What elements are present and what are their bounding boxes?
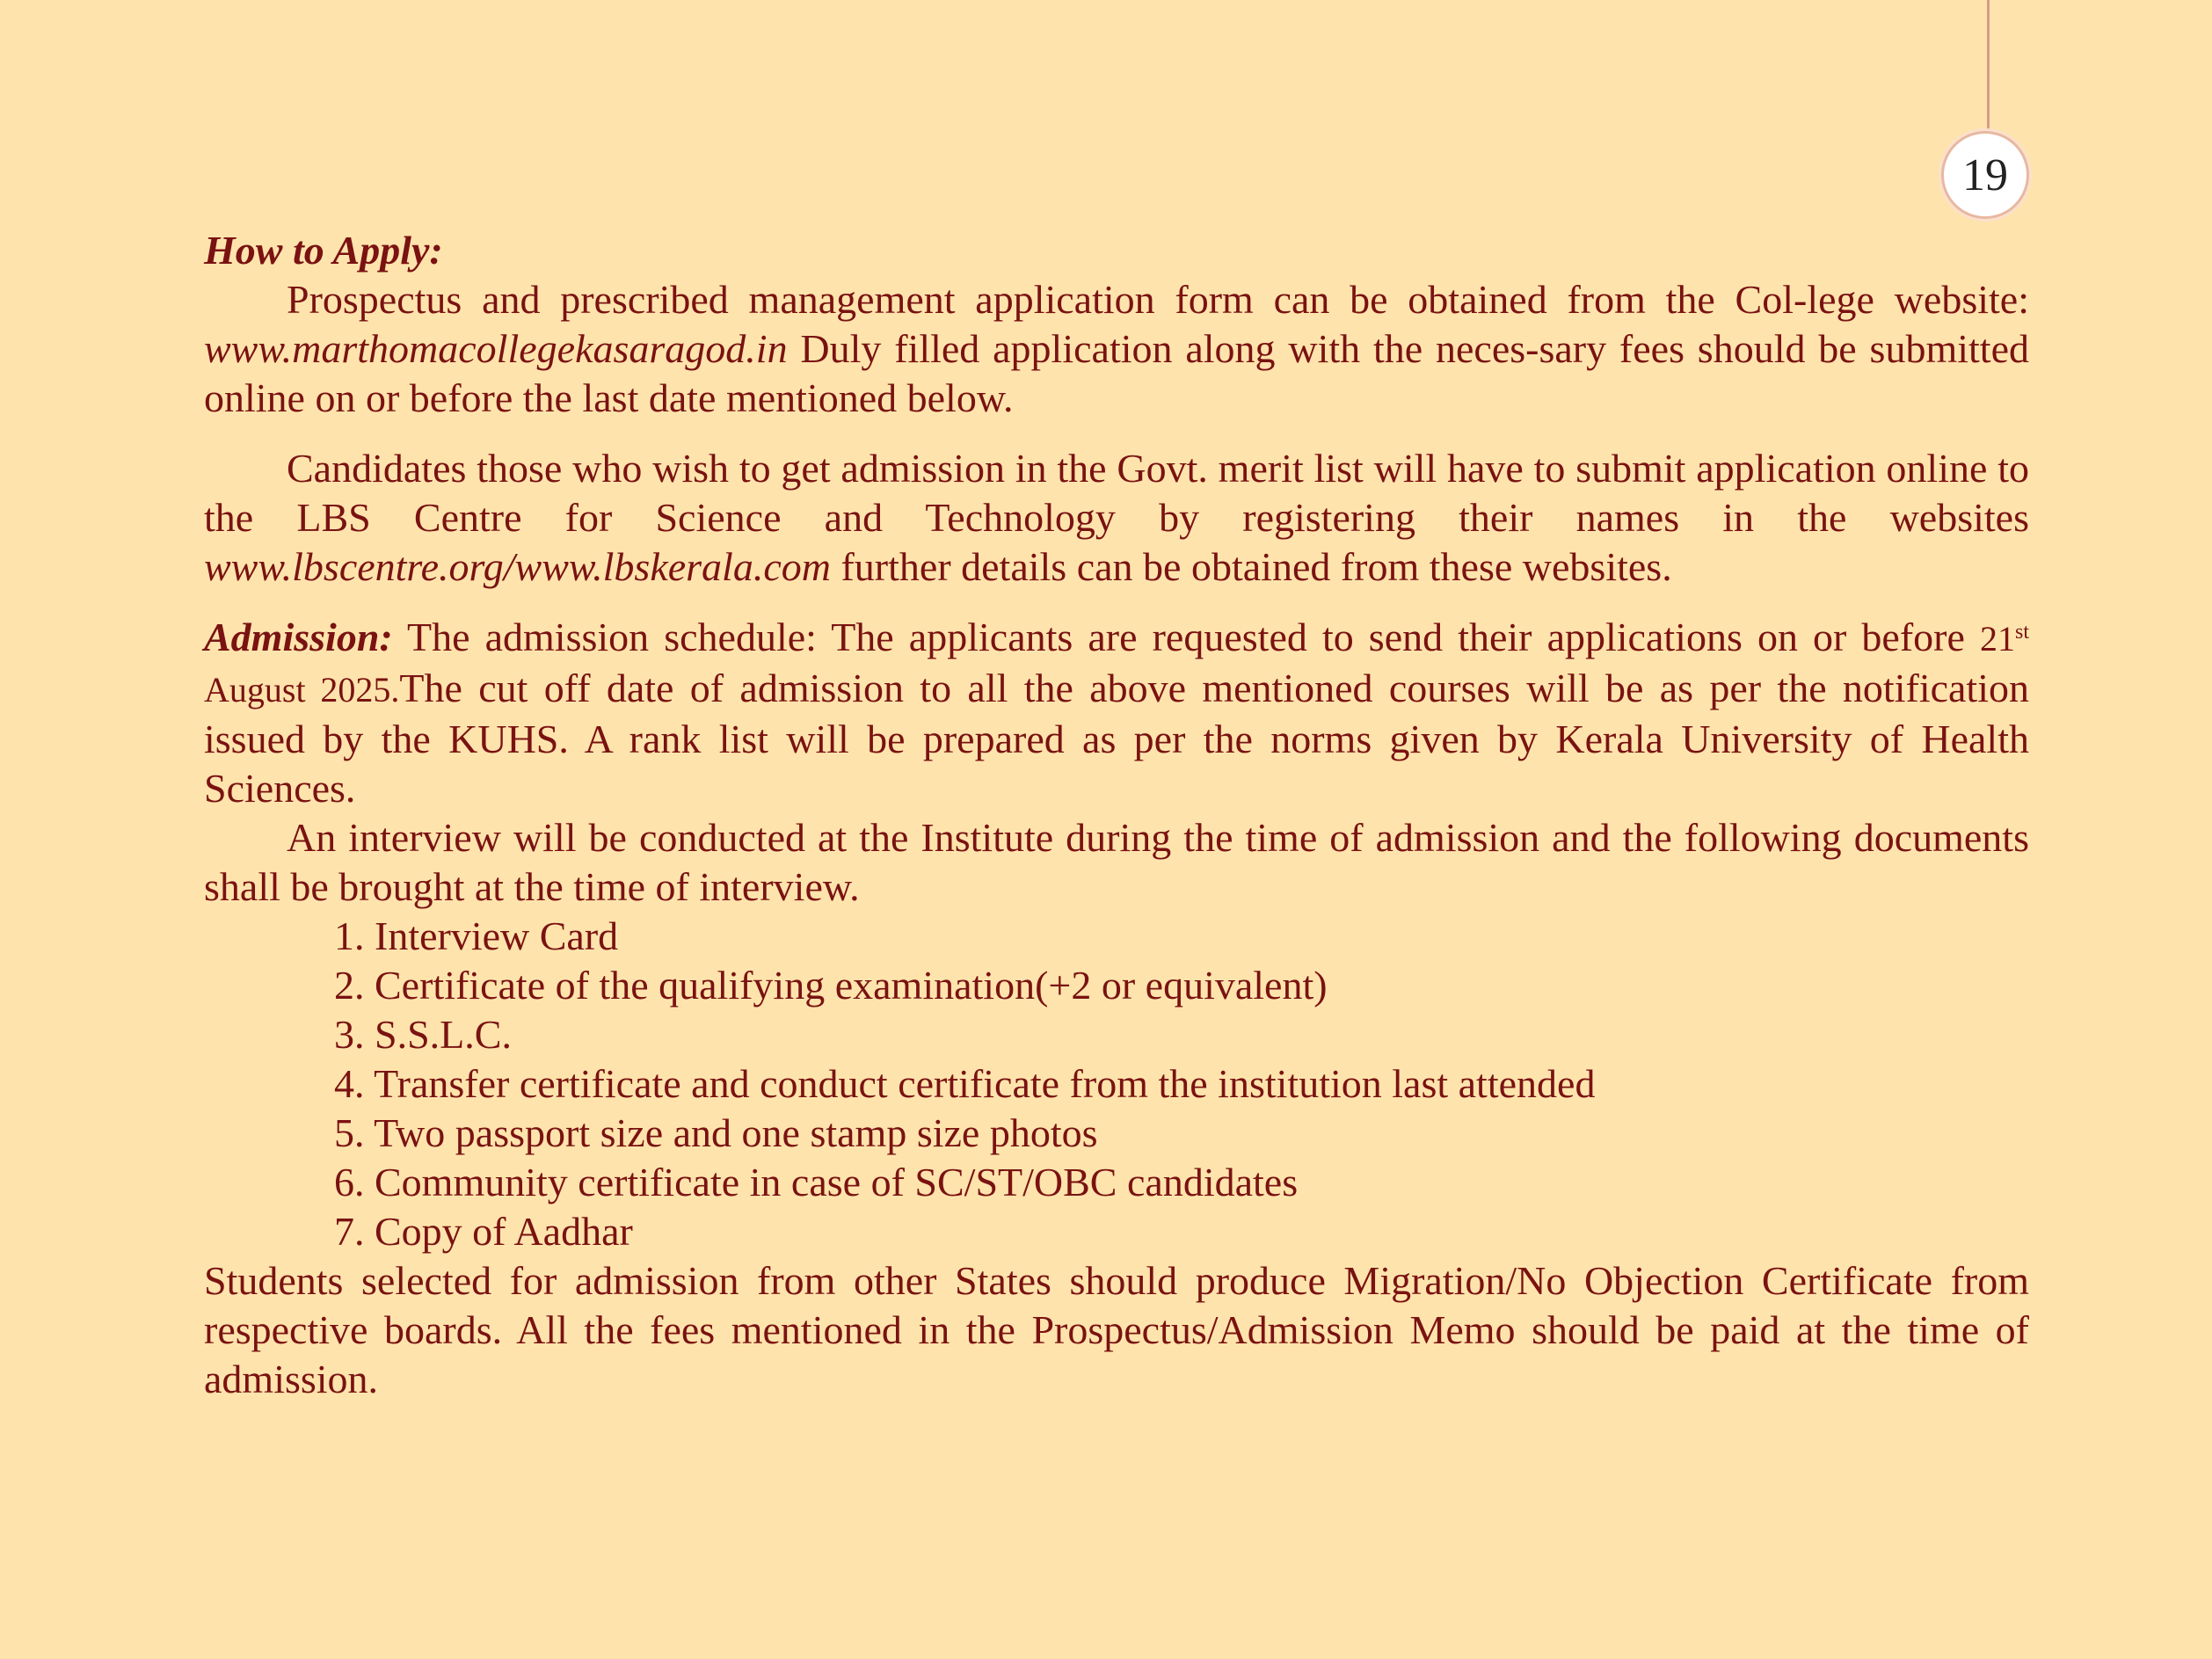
required-documents-list <box>204 912 2029 1256</box>
college-website-link[interactable]: www.marthomacollegekasaragod.in <box>204 326 788 371</box>
list-item: 4. Transfer certificate and conduct certificate from the institution last attended <box>334 1061 1596 1106</box>
interview-paragraph: An interview will be conducted at the Institute during the time of admission and the following documents shall be brought at the time of interview. <box>204 815 2029 909</box>
list-item: 5. Two passport size and one stamp size photos <box>334 1110 1098 1155</box>
govt-merit-text-start: Candidates those who wish to get admission in the Govt. merit list will have to submit application online to the LBS Centre for Science and Technology by registering their names in the websites <box>204 446 2029 540</box>
list-item: 2. Certificate of the qualifying examination(+2 or equivalent) <box>334 963 1328 1008</box>
admission-text-start: The admission schedule: The applicants are requested to send their applications on or before <box>392 615 1980 659</box>
how-to-apply-heading: How to Apply: <box>204 228 443 273</box>
page-number-badge: 19 <box>1941 131 2029 219</box>
admission-date-suffix: st <box>2014 621 2029 644</box>
prospectus-text-start: Prospectus and prescribed management application form can be obtained from the Col-lege website: <box>287 277 2029 322</box>
document-body <box>204 226 2029 1404</box>
list-item: 6. Community certificate in case of SC/ST/OBC candidates <box>334 1160 1299 1204</box>
admission-date-day: 21 <box>1979 619 2015 659</box>
prospectus-text-end: Duly filled application along with the neces-sary fees should be submitted online on or before the last date mentioned below. <box>204 326 2029 420</box>
list-item: 7. Copy of Aadhar <box>334 1209 633 1254</box>
lbs-website-link[interactable]: www.lbscentre.org/www.lbskerala.com <box>204 544 831 589</box>
list-item: 3. S.S.L.C. <box>334 1012 512 1057</box>
govt-merit-paragraph <box>204 444 2029 592</box>
admission-heading: Admission: <box>204 615 393 659</box>
admission-text-end: The cut off date of admission to all the above mentioned courses will be as per the notification issued by the KUHS. A rank list will be prepared as per the norms given by Kerala University of Health Sciences. <box>204 666 2029 811</box>
admission-date-rest: August 2025. <box>204 670 400 709</box>
prospectus-paragraph <box>204 275 2029 423</box>
closing-paragraph: Students selected for admission from other States should produce Migration/No Objection Certificate from respective boards. All the fees mentioned in the Prospectus/Admission Memo should be paid at the time of admission. <box>204 1258 2029 1401</box>
page-marker-line <box>1987 0 1990 132</box>
admission-paragraph <box>204 613 2029 813</box>
govt-merit-text-end: further details can be obtained from these websites. <box>830 544 1672 589</box>
list-item: 1. Interview Card <box>334 913 619 958</box>
